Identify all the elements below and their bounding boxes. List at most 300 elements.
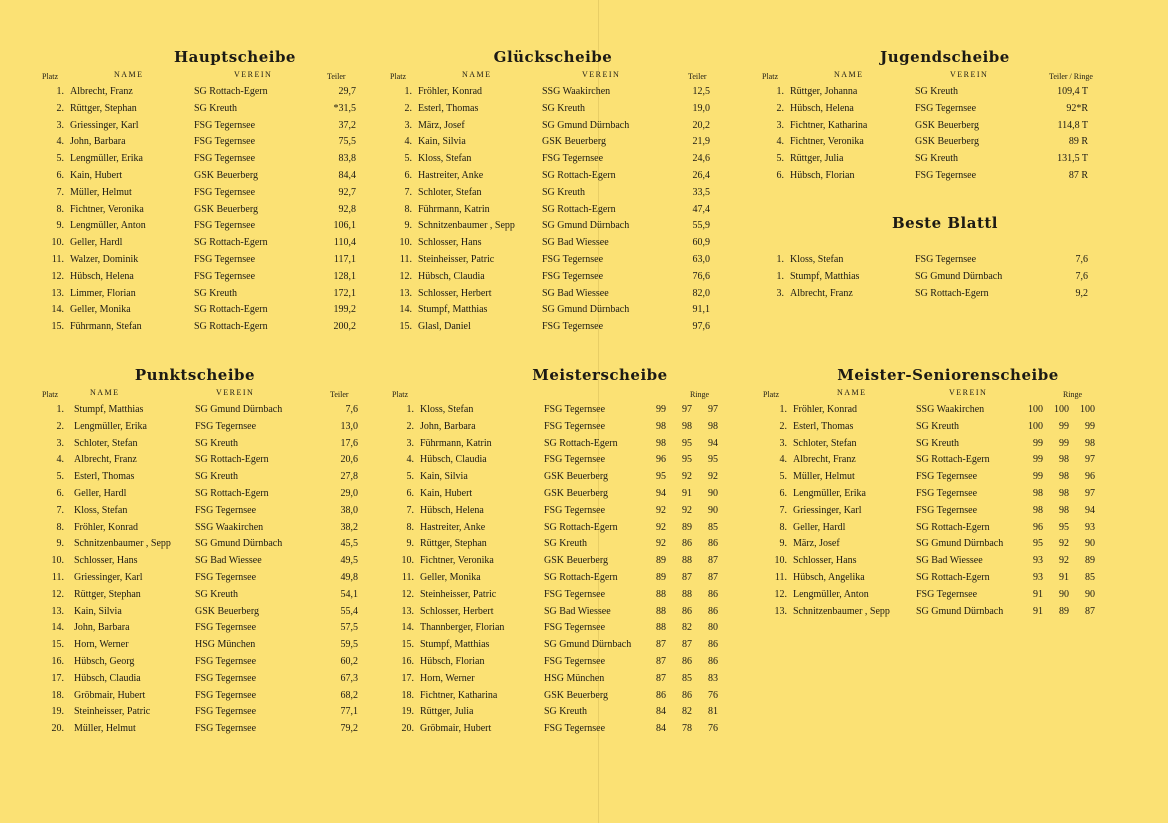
ring-1: 98 [1033,488,1043,499]
result-value: 131,5 T [1057,153,1088,165]
club-name: FSG Tegernsee [544,504,606,516]
ring-2: 95 [1059,521,1069,533]
ring-2: 86 [682,656,692,667]
ring-1: 95 [656,471,666,483]
rank: 5. [56,471,64,483]
ring-3: 86 [708,605,718,617]
participant-name: Hübsch, Helena [790,102,854,114]
club-name: SG Rottach-Egern [194,321,268,333]
rank: 9. [406,538,414,550]
header-platz: Platz [392,390,408,399]
result-value: 37,2 [338,119,356,131]
rank: 10. [401,555,414,567]
club-name: GSK Beuerberg [195,605,259,617]
club-name: FSG Tegernsee [916,488,978,499]
participant-name: Geller, Monika [70,304,131,316]
club-name: SG Kreuth [195,588,239,600]
club-name: SG Bad Wiessee [542,237,609,249]
ring-2: 100 [1054,404,1069,415]
participant-name: Schlosser, Herbert [418,287,492,299]
ring-3: 99 [1085,420,1095,432]
ring-1: 88 [656,588,666,600]
ring-3: 93 [1085,521,1095,533]
participant-name: Walzer, Dominik [70,254,139,265]
rank: 6. [406,488,414,499]
participant-name: Thannberger, Florian [420,622,505,634]
club-name: FSG Tegernsee [194,220,256,232]
rank: 18. [401,689,414,701]
result-value: 92,8 [338,203,356,215]
club-name: GSK Beuerberg [194,170,258,181]
result-value: *31,5 [333,102,356,114]
club-name: FSG Tegernsee [542,270,604,282]
rank: 6. [779,488,787,499]
ring-2: 86 [682,689,692,701]
ring-2: 92 [682,504,692,516]
ring-1: 93 [1033,555,1043,567]
club-name: SG Gmund Dürnbach [915,270,1003,282]
result-value: 199,2 [333,304,356,316]
club-name: FSG Tegernsee [195,706,257,718]
participant-name: Rüttger, Johanna [790,86,858,97]
result-value: 84,4 [338,170,356,181]
rank: 5. [776,153,784,165]
result-value: 110,4 [333,237,356,249]
rank: 7. [404,186,412,198]
ring-3: 86 [708,639,718,651]
result-value: 20,2 [692,119,710,131]
club-name: FSG Tegernsee [915,170,977,181]
rank: 3. [776,119,784,131]
participant-name: Schnitzenbaumer , Sepp [74,538,171,550]
club-name: GSK Beuerberg [544,488,608,499]
club-name: SG Kreuth [194,102,238,114]
participant-name: Kloss, Stefan [420,404,474,415]
rank: 19. [401,706,414,718]
result-value: 83,8 [338,153,356,165]
participant-name: Geller, Hardl [70,237,123,249]
result-value: 60,2 [340,656,358,667]
participant-name: Limmer, Florian [70,287,136,299]
participant-name: John, Barbara [74,622,130,634]
club-name: FSG Tegernsee [194,254,256,265]
club-name: SG Rottach-Egern [916,572,990,583]
result-value: 33,5 [692,186,710,198]
participant-name: Rüttger, Julia [790,153,844,165]
rank: 2. [56,420,64,432]
participant-name: Lengmüller, Erika [70,153,143,165]
club-name: FSG Tegernsee [544,622,606,634]
club-name: SG Rottach-Egern [915,287,989,299]
participant-name: Führmann, Katrin [420,437,492,449]
result-value: 9,2 [1075,287,1088,299]
club-name: FSG Tegernsee [195,689,257,701]
result-value: 63,0 [692,254,710,265]
result-value: 79,2 [340,723,358,735]
result-value: 26,4 [692,170,710,181]
rank: 16. [51,656,64,667]
result-value: 27,8 [340,471,358,483]
result-value: 92*R [1066,102,1088,114]
rank: 6. [776,170,784,181]
participant-name: Steinheisser, Patric [74,706,151,718]
club-name: SG Rottach-Egern [194,86,268,97]
ring-1: 88 [656,605,666,617]
result-value: 76,6 [692,270,710,282]
rank: 8. [406,521,414,533]
rank: 1. [779,404,787,415]
rank: 3. [404,119,412,131]
header-teiler: Teiler [330,390,349,399]
participant-name: Hübsch, Florian [420,656,485,667]
ring-2: 99 [1059,420,1069,432]
rank: 2. [406,420,414,432]
result-value: 60,9 [692,237,710,249]
hauptscheibe-title: Hauptscheibe [174,48,296,66]
result-value: 55,9 [692,220,710,232]
club-name: FSG Tegernsee [544,588,606,600]
participant-name: Stumpf, Matthias [420,639,490,651]
rank: 11. [399,254,412,265]
rank: 8. [56,521,64,533]
participant-name: Horn, Werner [74,639,129,651]
participant-name: Müller, Helmut [74,723,136,735]
club-name: SG Gmund Dürnbach [542,304,630,316]
participant-name: Esterl, Thomas [793,420,854,432]
club-name: SG Kreuth [915,86,959,97]
rank: 11. [774,572,787,583]
ring-2: 92 [1059,538,1069,550]
result-value: 20,6 [340,454,358,466]
club-name: FSG Tegernsee [195,622,257,634]
rank: 13. [51,287,64,299]
rank: 12. [774,588,787,600]
participant-name: Hübsch, Florian [790,170,855,181]
club-name: HSG München [544,672,605,684]
rank: 3. [56,119,64,131]
participant-name: Schloter, Stefan [793,437,857,449]
participant-name: Schlosser, Hans [793,555,857,567]
ring-3: 86 [708,538,718,550]
header-verein: VEREIN [949,388,988,397]
ring-3: 98 [708,420,718,432]
participant-name: Kain, Silvia [74,605,122,617]
ring-1: 87 [656,672,666,684]
header-ringe: Ringe [1063,390,1083,399]
participant-name: Schnitzenbaumer , Sepp [793,605,890,617]
club-name: SSG Waakirchen [916,404,985,415]
participant-name: Lengmüller, Erika [74,420,147,432]
rank: 1. [56,86,64,97]
ring-1: 84 [656,723,666,735]
rank: 2. [404,102,412,114]
club-name: SG Rottach-Egern [544,521,618,533]
club-name: SG Gmund Dürnbach [916,605,1004,617]
rank: 5. [56,153,64,165]
result-value: 91,1 [692,304,710,316]
ring-3: 81 [708,706,718,718]
participant-name: Kloss, Stefan [74,504,128,516]
participant-name: Lengmüller, Erika [793,488,866,499]
rank: 4. [776,136,784,148]
ring-3: 87 [1085,605,1095,617]
participant-name: Rüttger, Stephan [70,102,137,114]
ring-3: 80 [708,622,718,634]
rank: 3. [406,437,414,449]
rank: 7. [56,504,64,516]
club-name: SG Kreuth [916,437,960,449]
result-value: 67,3 [340,672,358,684]
ring-1: 89 [656,555,666,567]
rank: 3. [56,437,64,449]
club-name: SG Gmund Dürnbach [542,119,630,131]
beste-blattl-title: Beste Blattl [891,214,998,232]
participant-name: Albrecht, Franz [790,287,853,299]
result-value: 12,5 [692,86,710,97]
rank: 14. [401,622,414,634]
result-value: 49,5 [340,555,358,567]
participant-name: Steinheisser, Patric [420,588,497,600]
rank: 15. [401,639,414,651]
participant-name: Führmann, Stefan [70,321,142,333]
participant-name: John, Barbara [420,420,476,432]
ring-1: 92 [656,521,666,533]
ring-2: 98 [682,420,692,432]
participant-name: Geller, Monika [420,572,481,583]
rank: 5. [404,153,412,165]
club-name: SG Bad Wiessee [195,555,262,567]
participant-name: Fröhler, Konrad [418,86,483,97]
ring-1: 98 [656,420,666,432]
participant-name: Fichtner, Katharina [420,689,498,701]
result-value: 106,1 [333,220,356,232]
rank: 1. [56,404,64,415]
ring-3: 94 [1085,504,1095,516]
club-name: SG Kreuth [194,287,238,299]
result-value: 54,1 [340,588,358,600]
rank: 7. [406,504,414,516]
participant-name: Esterl, Thomas [418,102,479,114]
club-name: FSG Tegernsee [915,254,977,265]
rank: 1. [776,254,784,265]
result-value: 38,0 [340,504,358,516]
rank: 9. [404,220,412,232]
result-value: 92,7 [338,186,356,198]
participant-name: Gröbmair, Hubert [420,723,492,735]
ring-1: 99 [1033,437,1043,449]
ring-1: 89 [656,572,666,583]
header-platz: Platz [42,72,58,81]
ring-1: 92 [656,538,666,550]
club-name: SG Rottach-Egern [916,454,990,466]
rank: 14. [399,304,412,316]
rank: 2. [776,102,784,114]
club-name: FSG Tegernsee [194,136,256,148]
club-name: FSG Tegernsee [544,454,606,466]
participant-name: Gröbmair, Hubert [74,689,146,701]
ring-2: 99 [1059,437,1069,449]
rank: 6. [404,170,412,181]
result-value: 57,5 [340,622,358,634]
rank: 7. [56,186,64,198]
ring-3: 85 [1085,572,1095,583]
ring-2: 89 [1059,605,1069,617]
result-value: 55,4 [340,605,358,617]
participant-name: Kloss, Stefan [418,153,472,165]
rank: 2. [56,102,64,114]
result-value: 7,6 [1075,270,1088,282]
club-name: GSK Beuerberg [194,203,258,215]
club-name: GSK Beuerberg [542,136,606,148]
club-name: FSG Tegernsee [194,270,256,282]
ring-2: 87 [682,572,692,583]
result-value: 59,5 [340,639,358,651]
club-name: GSK Beuerberg [544,689,608,701]
participant-name: Stumpf, Matthias [418,304,488,316]
result-value: 45,5 [340,538,358,550]
result-value: 68,2 [340,689,358,701]
header-ringe: Ringe [690,390,710,399]
ring-1: 98 [1033,504,1043,516]
ring-1: 94 [656,488,666,499]
header-platz: Platz [390,72,406,81]
rank: 4. [406,454,414,466]
participant-name: Hübsch, Angelika [793,572,865,583]
rank: 9. [56,538,64,550]
club-name: SG Kreuth [195,437,239,449]
result-value: 49,8 [340,572,358,583]
glueckscheibe-title: Glückscheibe [493,48,613,66]
ring-2: 92 [1059,555,1069,567]
ring-2: 88 [682,588,692,600]
header-name: NAME [837,388,867,397]
club-name: SG Rottach-Egern [542,170,616,181]
club-name: SG Rottach-Egern [195,488,269,499]
participant-name: Rüttger, Stephan [74,588,141,600]
ring-1: 86 [656,689,666,701]
ring-3: 97 [1085,454,1095,466]
participant-name: Albrecht, Franz [70,86,133,97]
ring-1: 96 [656,454,666,466]
result-value: 114,8 T [1057,119,1088,131]
result-value: 24,6 [692,153,710,165]
club-name: GSK Beuerberg [544,555,608,567]
header-platz: Platz [762,72,778,81]
ring-3: 94 [708,437,718,449]
ring-1: 99 [1033,471,1043,483]
header-platz: Platz [42,390,58,399]
club-name: SG Gmund Dürnbach [195,538,283,550]
club-name: SG Kreuth [915,153,959,165]
rank: 15. [51,639,64,651]
club-name: SG Rottach-Egern [916,521,990,533]
rank: 8. [404,203,412,215]
club-name: SG Rottach-Egern [544,572,618,583]
rank: 8. [779,521,787,533]
result-value: 172,1 [333,287,356,299]
club-name: FSG Tegernsee [916,471,978,483]
ring-3: 85 [708,521,718,533]
club-name: SG Kreuth [542,102,586,114]
participant-name: Geller, Hardl [793,521,846,533]
club-name: GSK Beuerberg [915,119,979,131]
ring-2: 82 [682,706,692,718]
club-name: FSG Tegernsee [194,153,256,165]
participant-name: März, Josef [793,538,840,550]
club-name: SG Kreuth [916,420,960,432]
club-name: FSG Tegernsee [544,656,606,667]
participant-name: Schnitzenbaumer , Sepp [418,220,515,232]
participant-name: März, Josef [418,119,465,131]
ring-1: 99 [1033,454,1043,466]
rank: 13. [399,287,412,299]
club-name: SG Rottach-Egern [195,454,269,466]
participant-name: Fröhler, Konrad [793,404,858,415]
club-name: FSG Tegernsee [544,723,606,735]
rank: 9. [56,220,64,232]
rank: 4. [56,136,64,148]
ring-2: 97 [682,404,692,415]
club-name: FSG Tegernsee [195,672,257,684]
result-value: 75,5 [338,136,356,148]
ring-1: 91 [1033,588,1043,600]
participant-name: Steinheisser, Patric [418,254,495,265]
ring-2: 95 [682,437,692,449]
participant-name: Lengmüller, Anton [793,588,869,600]
club-name: GSK Beuerberg [544,471,608,483]
participant-name: Fichtner, Veronika [790,136,864,148]
result-value: 77,1 [340,706,358,718]
club-name: SG Gmund Dürnbach [916,538,1004,550]
rank: 7. [779,504,787,516]
ring-3: 86 [708,656,718,667]
rank: 17. [401,672,414,684]
ring-1: 88 [656,622,666,634]
rank: 13. [774,605,787,617]
rank: 16. [401,656,414,667]
ring-2: 92 [682,471,692,483]
ring-2: 98 [1059,504,1069,516]
participant-name: Fichtner, Veronika [70,203,144,215]
participant-name: Fichtner, Veronika [420,555,494,567]
rank: 10. [51,237,64,249]
rank: 13. [51,605,64,617]
header-name: NAME [834,70,864,79]
rank: 12. [51,270,64,282]
header-teiler: Teiler [688,72,707,81]
participant-name: Hübsch, Claudia [418,270,485,282]
result-value: 117,1 [333,254,356,265]
rank: 4. [779,454,787,466]
club-name: FSG Tegernsee [542,153,604,165]
ring-1: 84 [656,706,666,718]
punktscheibe-title: Punktscheibe [134,366,256,384]
ring-3: 90 [708,488,718,499]
ring-2: 90 [1059,588,1069,600]
ring-3: 98 [1085,437,1095,449]
ring-2: 85 [682,672,692,684]
ring-2: 86 [682,605,692,617]
participant-name: Geller, Hardl [74,488,127,499]
rank: 4. [404,136,412,148]
ring-3: 87 [708,572,718,583]
header-verein: VEREIN [950,70,989,79]
rank: 11. [401,572,414,583]
ring-3: 90 [708,504,718,516]
ring-1: 91 [1033,605,1043,617]
participant-name: Schlosser, Hans [418,237,482,249]
rank: 4. [56,454,64,466]
